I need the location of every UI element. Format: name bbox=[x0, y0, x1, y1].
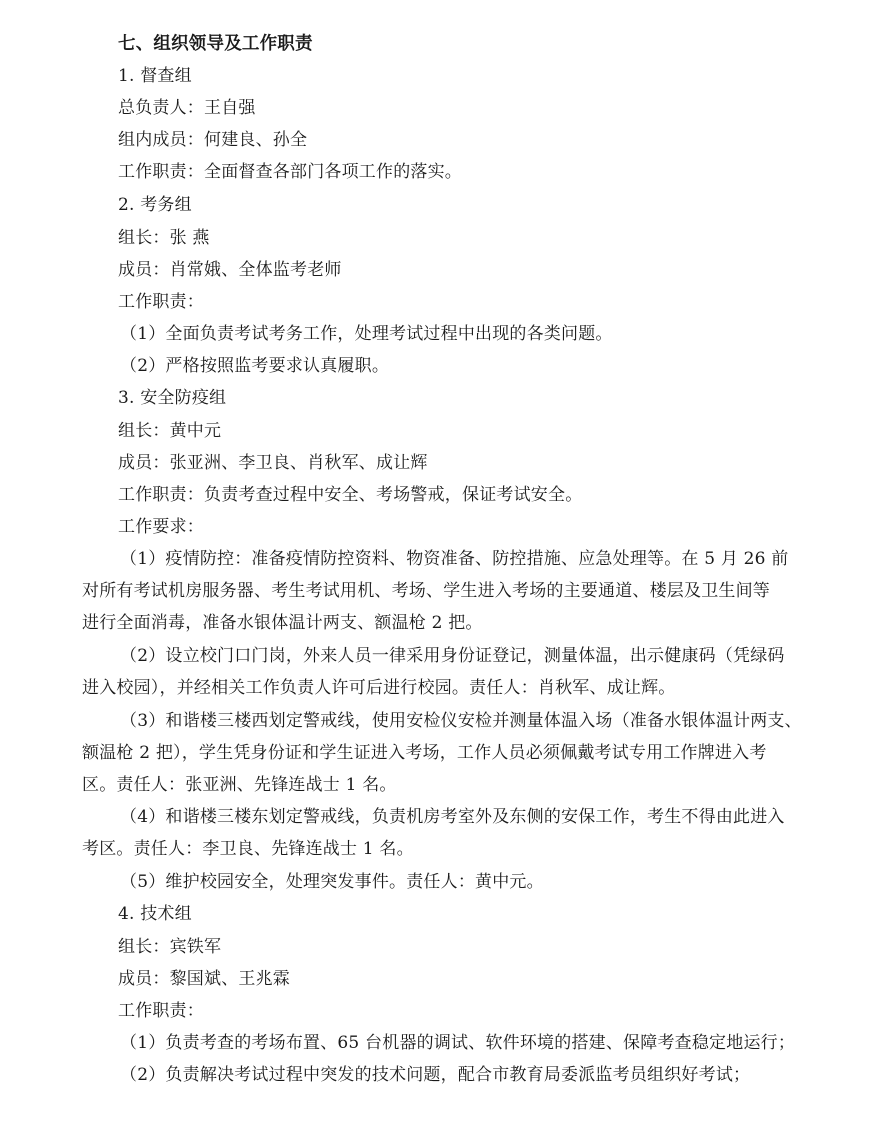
list-item-continuation: 进入校园），并经相关工作负责人许可后进行校园。责任人：肖秋军、成让辉。 bbox=[82, 678, 676, 698]
list-item: （5）维护校园安全，处理突发事件。责任人：黄中元。 bbox=[120, 872, 544, 892]
list-item: （2）设立校门口门岗，外来人员一律采用身份证登记，测量体温，出示健康码（凭绿码 bbox=[120, 646, 785, 666]
group-title-security: 3. 安全防疫组 bbox=[118, 388, 227, 408]
list-item: （1）疫情防控：准备疫情防控资料、物资准备、防控措施、应急处理等。在 5 月 26 前 bbox=[120, 549, 789, 569]
list-item: （4）和谐楼三楼东划定警戒线，负责机房考室外及东侧的安保工作，考生不得由此进入 bbox=[120, 807, 785, 827]
text-line: 组内成员：何建良、孙全 bbox=[118, 130, 308, 150]
text-line: 工作职责：全面督查各部门各项工作的落实。 bbox=[118, 162, 462, 182]
list-item-continuation: 考区。责任人：李卫良、先锋连战士 1 名。 bbox=[82, 839, 414, 859]
list-item-continuation: 区。责任人：张亚洲、先锋连战士 1 名。 bbox=[82, 775, 397, 795]
text-line: 成员：张亚洲、李卫良、肖秋军、成让辉 bbox=[118, 453, 428, 473]
text-line: 组长：宾铁军 bbox=[118, 937, 222, 957]
text-line: 工作要求： bbox=[118, 517, 204, 537]
group-title-technical: 4. 技术组 bbox=[118, 904, 192, 924]
text-line: 总负责人：王自强 bbox=[118, 98, 256, 118]
section-heading: 七、组织领导及工作职责 bbox=[118, 34, 313, 54]
group-title-exam-affairs: 2. 考务组 bbox=[118, 195, 192, 215]
list-item-continuation: 对所有考试机房服务器、考生考试用机、考场、学生进入考场的主要通道、楼层及卫生间等 bbox=[82, 581, 770, 601]
text-line: 工作职责：负责考查过程中安全、考场警戒，保证考试安全。 bbox=[118, 485, 583, 505]
text-line: 成员：黎国斌、王兆霖 bbox=[118, 969, 290, 989]
text-line: 组长：黄中元 bbox=[118, 421, 222, 441]
text-line: 工作职责： bbox=[118, 1001, 204, 1021]
text-line: 工作职责： bbox=[118, 292, 204, 312]
group-title-supervision: 1. 督查组 bbox=[118, 66, 192, 86]
text-line: 组长：张 燕 bbox=[118, 228, 210, 248]
text-line: 成员：肖常娥、全体监考老师 bbox=[118, 260, 342, 280]
list-item: （3）和谐楼三楼西划定警戒线，使用安检仪安检并测量体温入场（准备水银体温计两支、 bbox=[120, 711, 802, 731]
list-item-continuation: 进行全面消毒，准备水银体温计两支、额温枪 2 把。 bbox=[82, 613, 483, 633]
list-item: （2）严格按照监考要求认真履职。 bbox=[120, 356, 390, 376]
list-item: （1）全面负责考试考务工作，处理考试过程中出现的各类问题。 bbox=[120, 324, 613, 344]
list-item: （2）负责解决考试过程中突发的技术问题，配合市教育局委派监考员组织好考试； bbox=[120, 1065, 751, 1085]
list-item: （1）负责考查的考场布置、65 台机器的调试、软件环境的搭建、保障考查稳定地运行； bbox=[120, 1033, 796, 1053]
list-item-continuation: 额温枪 2 把），学生凭身份证和学生证进入考场，工作人员必须佩戴考试专用工作牌进入考 bbox=[82, 743, 767, 763]
